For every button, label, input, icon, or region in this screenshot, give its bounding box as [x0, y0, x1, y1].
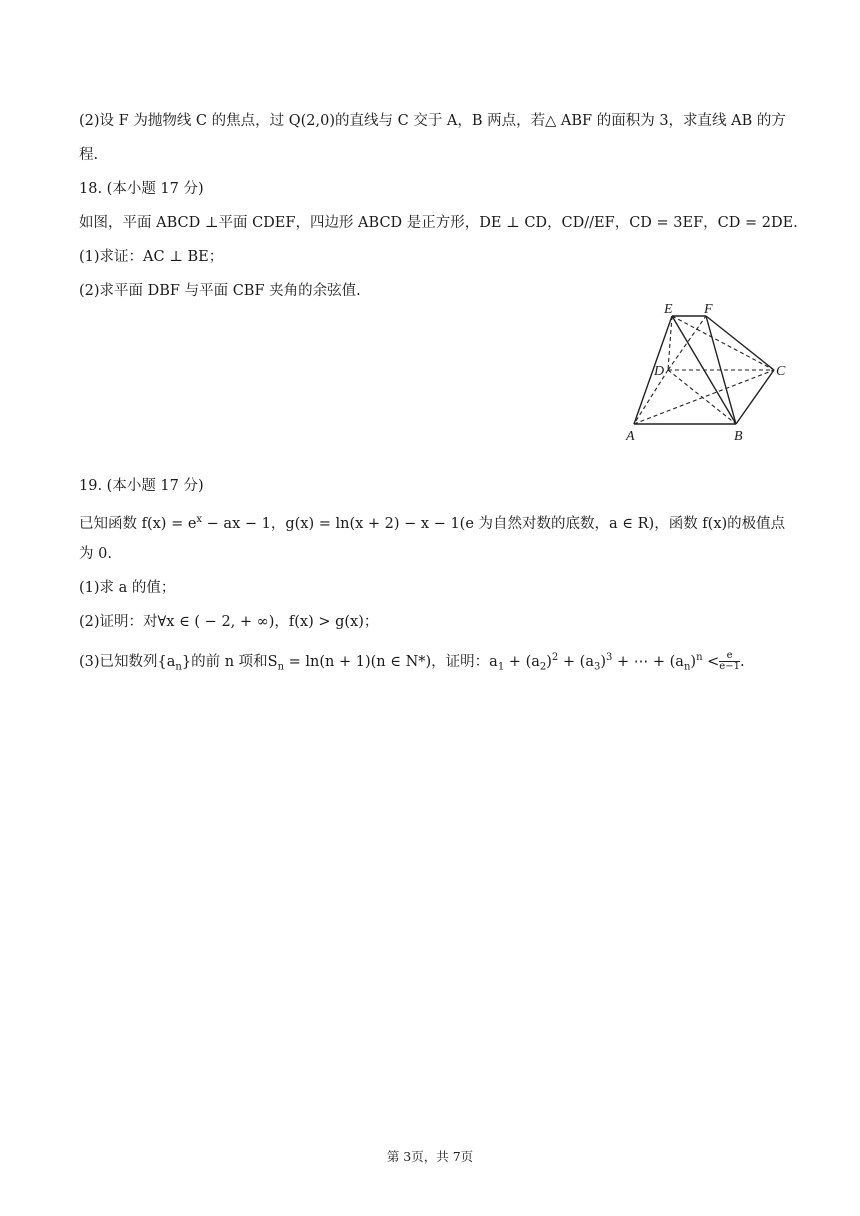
label-B: B [734, 429, 743, 444]
problem17-part2-line2: 程. [79, 147, 99, 163]
problem17-part2-line1: (2)设 F 为抛物线 C 的焦点，过 Q(2,0)的直线与 C 交于 A，B 两点，若△ ABF 的面积为 3，求直线 AB 的方 [79, 113, 786, 129]
label-A: A [626, 429, 635, 444]
problem19-part2: (2)证明：对∀x ∈ ( − 2, + ∞)，f(x) > g(x)； [79, 614, 379, 630]
frac-numerator: e [719, 651, 740, 662]
problem18-part2: (2)求平面 DBF 与平面 CBF 夹角的余弦值. [79, 283, 361, 299]
fraction-e-over-e-minus-1 [719, 651, 740, 672]
p3-i: ) [690, 653, 697, 670]
geometry-svg [620, 300, 800, 450]
problem19-stem-line2: 为 0. [79, 546, 112, 562]
p3-f: + (a [558, 653, 594, 670]
p3-e: ) [546, 653, 552, 670]
edge-FC [706, 316, 774, 370]
label-F: F [704, 302, 713, 317]
p3-h: + ⋯ + (a [612, 653, 684, 670]
p3-sub-1: 1 [497, 661, 505, 673]
edge-BC [736, 370, 774, 424]
problem18-header: 18. (本小题 17 分) [79, 181, 204, 197]
problem19-part3 [79, 648, 745, 678]
p3-sup-n: n [696, 652, 703, 663]
p3-sub-n2: n [277, 661, 285, 673]
label-C: C [776, 364, 786, 379]
p3-d: + (a [504, 653, 540, 670]
p3-sub-3: 3 [593, 661, 601, 673]
label-D: D [654, 364, 665, 379]
problem19-stem-line1 [79, 510, 785, 534]
p3-sub-n1: n [175, 661, 182, 673]
label-E: E [664, 302, 673, 317]
frac-denominator: e−1 [719, 661, 740, 673]
p3-b: }的前 n 项和S [181, 653, 278, 670]
page-footer: 第 3页，共 7页 [386, 1149, 474, 1164]
stem-sup-x: x [196, 514, 203, 525]
p3-a: (3)已知数列{a [79, 653, 176, 670]
edge-EA [634, 316, 672, 424]
stem-part-a: 已知函数 f(x) = e [79, 515, 197, 532]
p3-c: = ln(n + 1)(n ∈ N*)，证明：a [284, 653, 498, 670]
problem18-part1: (1)求证：AC ⊥ BE； [79, 249, 224, 265]
p3-sub-2: 2 [539, 661, 547, 673]
p3-sub-n3: n [683, 661, 691, 673]
stem-part-b: − ax − 1，g(x) = ln(x + 2) − x − 1(e 为自然对数的底数，a ∈ R)，函数 f(x)的极值点 [202, 515, 786, 532]
problem18-stem: 如图，平面 ABCD ⊥平面 CDEF，四边形 ABCD 是正方形，DE ⊥ CD，CD//EF，CD = 3EF，CD = 2DE. [79, 215, 798, 231]
problem19-header: 19. (本小题 17 分) [79, 478, 204, 494]
problem19-part1: (1)求 a 的值； [79, 580, 176, 596]
p3-j: < [702, 653, 720, 670]
p3-sup-3: 3 [606, 652, 613, 663]
p3-end: . [739, 653, 745, 670]
p3-sup-2: 2 [551, 652, 559, 663]
p3-g: ) [600, 653, 607, 670]
geometry-figure [620, 300, 800, 450]
edge-DB [668, 370, 736, 424]
